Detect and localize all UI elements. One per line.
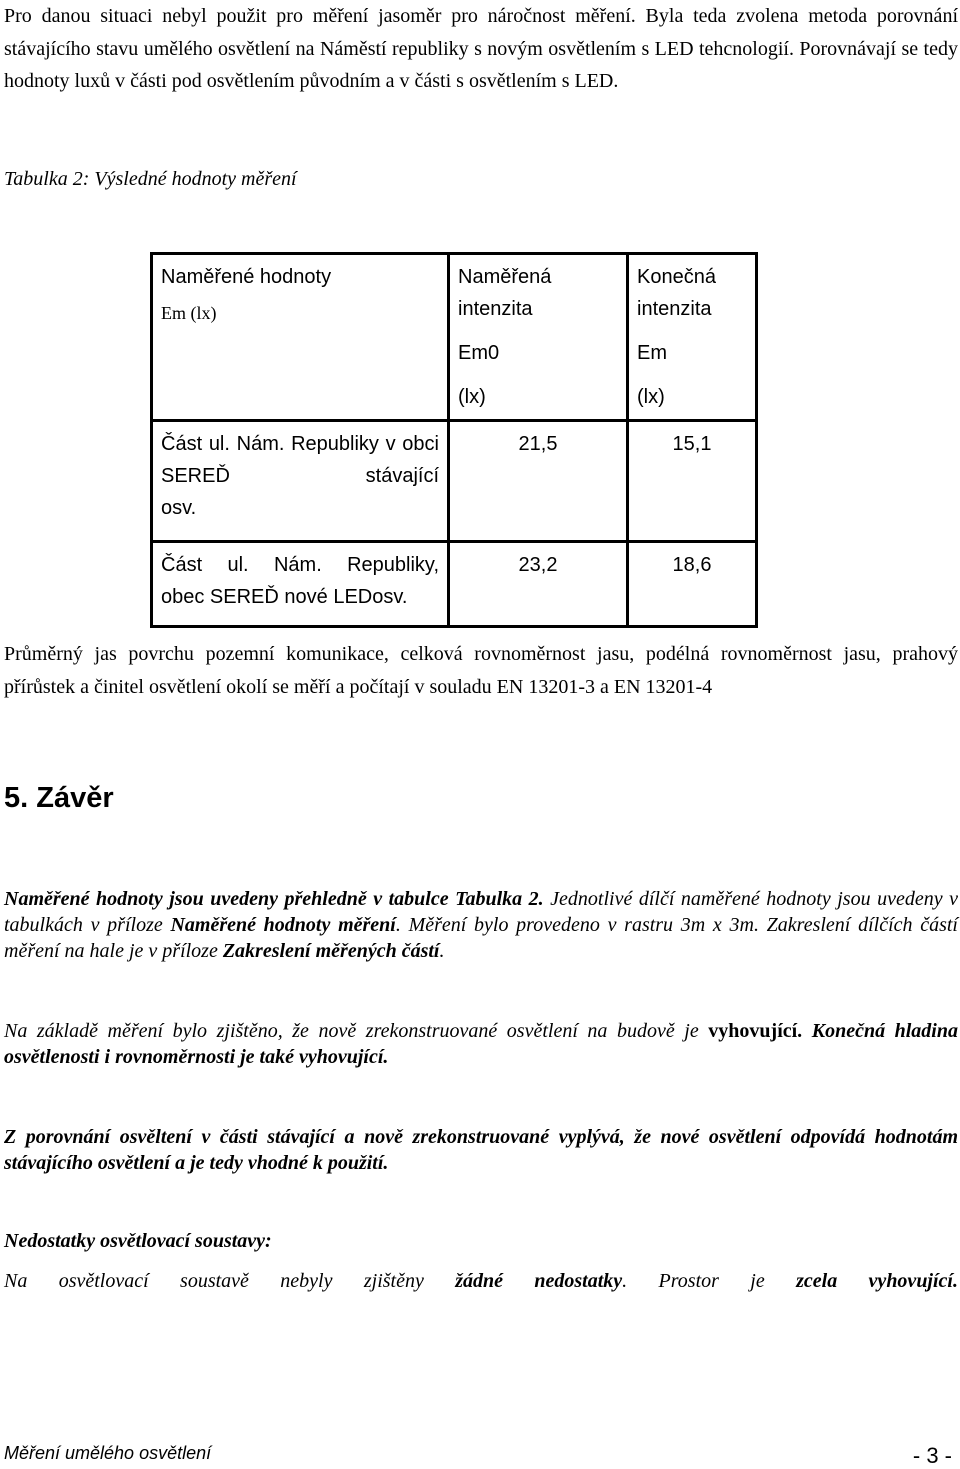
row-measured-value: 21,5 [449, 421, 628, 542]
header-col1-unit: Em (lx) [161, 303, 217, 323]
header-cell-measured [449, 254, 628, 421]
header-col3-line1: Konečná [637, 266, 716, 288]
conclusion-paragraph-1 [4, 886, 958, 964]
row-label-main: Část ul. Nám. Republiky, [161, 554, 439, 576]
row-measured-value: 23,2 [449, 542, 628, 627]
header-col1-title: Naměřené hodnoty [161, 266, 332, 288]
table-header-row [152, 254, 757, 421]
conclusion-text-2: . Měření bylo provedeno v rastru 3m x 3m. Zakreslení dílčích částí měření na hale je v příloze [4, 914, 958, 962]
deficiencies-bold-1: žádné nedostatky [455, 1270, 623, 1292]
header-col2-unit: (lx) [458, 386, 486, 408]
deficiencies-heading: Nedostatky osvětlovací soustavy: [4, 1230, 272, 1252]
row-final-value: 18,6 [628, 542, 757, 627]
header-col3-symbol: Em [637, 342, 667, 364]
table-caption: Tabulka 2: Výsledné hodnoty měření [4, 168, 297, 190]
conclusion-p2-bold-2: Konečná hladina osvětlenosti i rovnoměrnosti je také vyhovující. [4, 1020, 958, 1068]
header-col3-line2: intenzita [637, 298, 712, 320]
row-label-end: osv. [161, 497, 197, 519]
intro-paragraph: Pro danou situaci nebyl použit pro měření jasoměr pro náročnost měření. Byla teda zvolena metoda porovnání stávajícího stavu umělého osvětlení na Náměstí republiky s novým osvětlením s LED tehcnologií. Porovnávají se tedy hodnoty luxů v části pod osvětlením původním a v části s osvětlením s LED. [4, 5, 958, 92]
conclusion-bold-1: Naměřené hodnoty jsou uvedeny přehledně v tabulce Tabulka 2. [4, 888, 544, 910]
table-row [152, 542, 757, 627]
footer-title: Měření umělého osvětlení [4, 1443, 212, 1463]
appendix-ref-values: Naměřené hodnoty měření [170, 914, 396, 936]
deficiencies-text-2: . Prostor je [622, 1270, 797, 1292]
conclusion-text-3: . [439, 940, 445, 962]
section-heading: 5. Závěr [4, 782, 114, 814]
conclusion-text-1: Jednotlivé dílčí naměřené hodnoty jsou uvedeny v tabulkách v příloze [4, 888, 958, 936]
page-number: - 3 - [912, 1443, 952, 1468]
standards-paragraph: Průměrný jas povrchu pozemní komunikace, celková rovnoměrnost jasu, podélná rovnoměrnost jasu, prahový přírůstek a činitel osvětlení okolí se měří a počítají v souladu EN 13201-3 a EN 13201-4 [4, 643, 958, 698]
row-label-main: Část ul. Nám. Republiky v obci SEREĎ stávající [161, 433, 439, 487]
appendix-ref-drawings: Zakreslení měřených částí [222, 940, 440, 962]
table-row [152, 421, 757, 542]
conclusion-paragraph-3: Z porovnání osvěltení v části stávající a nově zrekonstruované vyplývá, že nové osvětlení odpovídá hodnotám stávajícího osvětlení a je tedy vhodné k použití. [4, 1126, 958, 1174]
header-col2-symbol: Em0 [458, 342, 500, 364]
conclusion-paragraph-2 [4, 1018, 958, 1070]
header-col2-line2: intenzita [458, 298, 533, 320]
row-label [152, 542, 449, 627]
row-final-value: 15,1 [628, 421, 757, 542]
conclusion-p2-text: Na základě měření bylo zjištěno, že nově zrekonstruované osvětlení na budově je [4, 1020, 709, 1042]
header-cell-values [152, 254, 449, 421]
header-col3-unit: (lx) [637, 386, 665, 408]
row-label-end: obec SEREĎ nové LEDosv. [161, 586, 408, 608]
conclusion-p2-bold-1: vyhovující. [708, 1020, 803, 1042]
deficiencies-bold-2: zcela vyhovující. [796, 1270, 958, 1292]
header-col2-line1: Naměřená [458, 266, 552, 288]
row-label [152, 421, 449, 542]
deficiencies-text-1: Na osvětlovací soustavě nebyly zjištěny [4, 1270, 456, 1292]
header-cell-final [628, 254, 757, 421]
deficiencies-statement [4, 1268, 958, 1294]
results-table [150, 252, 758, 628]
